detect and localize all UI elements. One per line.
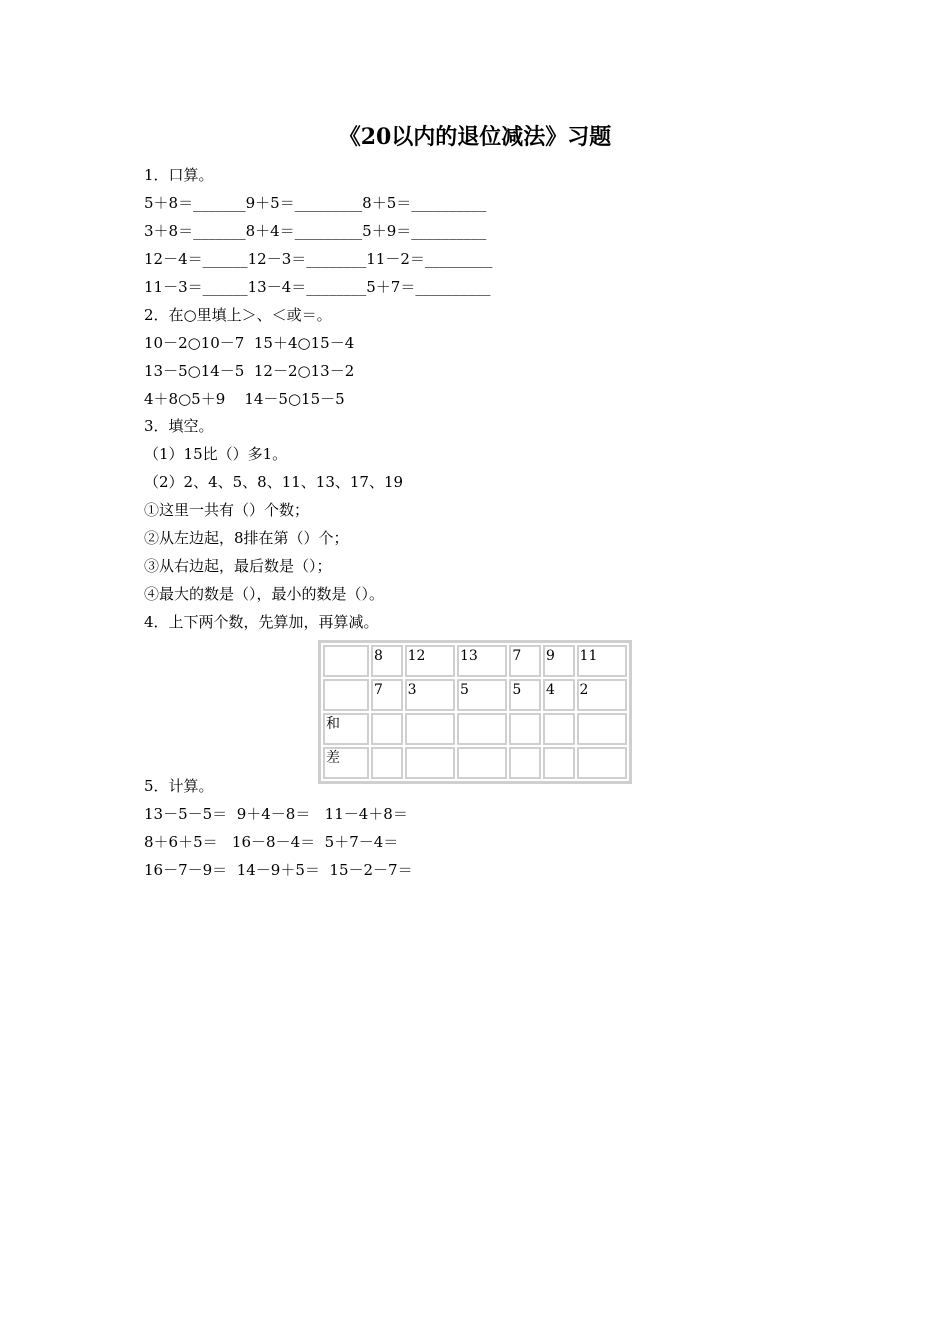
compare-row-2: 13－5○14－5 12－2○13－2 <box>144 362 355 380</box>
mental-math-row-3: 12－4＝______12－3＝________11－2＝_________ <box>144 250 493 268</box>
fill-blank-2-c: ③从右边起，最后数是（）； <box>144 557 332 575</box>
table-cell: 12 <box>405 645 455 677</box>
table-cell: 8 <box>371 645 403 677</box>
table-cell: 3 <box>405 679 455 711</box>
table-row <box>323 679 627 711</box>
table-cell[interactable] <box>509 713 541 745</box>
table-cell: 差 <box>323 747 369 779</box>
fill-blank-1: （1）15比（）多1。 <box>144 445 288 463</box>
table-cell[interactable] <box>457 747 507 779</box>
add-subtract-table <box>318 640 632 784</box>
section-4-heading: 4．上下两个数，先算加，再算减。 <box>144 613 379 631</box>
table-row <box>323 645 627 677</box>
calc-row-2: 8＋6＋5＝ 16－8－4＝ 5＋7－4＝ <box>144 833 399 851</box>
table-cell[interactable] <box>405 747 455 779</box>
mental-math-row-1: 5＋8＝_______9＋5＝_________8＋5＝__________ <box>144 194 487 212</box>
table-cell[interactable] <box>405 713 455 745</box>
table-cell: 5 <box>509 679 541 711</box>
table-row <box>323 713 627 745</box>
table-cell: 7 <box>371 679 403 711</box>
table-cell: 5 <box>457 679 507 711</box>
section-1-heading: 1．口算。 <box>144 166 214 184</box>
fill-blank-2-b: ②从左边起，8排在第（）个； <box>144 529 349 547</box>
table-cell: 7 <box>509 645 541 677</box>
mental-math-row-4: 11－3＝______13－4＝________5＋7＝__________ <box>144 278 491 296</box>
section-2-heading: 2．在○里填上＞、＜或＝。 <box>144 306 332 324</box>
calc-row-1: 13－5－5＝ 9＋4－8＝ 11－4＋8＝ <box>144 805 408 823</box>
compare-row-3: 4＋8○5＋9 14－5○15－5 <box>144 390 345 408</box>
table-cell[interactable] <box>543 747 575 779</box>
table-cell: 和 <box>323 713 369 745</box>
page-title: 《20以内的退位减法》习题 <box>338 124 612 150</box>
table-cell: 4 <box>543 679 575 711</box>
table-cell[interactable] <box>371 747 403 779</box>
fill-blank-2-a: ①这里一共有（）个数； <box>144 501 310 519</box>
fill-blank-2: （2）2、4、5、8、11、13、17、19 <box>144 473 404 491</box>
section-3-heading: 3．填空。 <box>144 417 214 435</box>
table-cell: 2 <box>577 679 627 711</box>
fill-blank-2-d: ④最大的数是（），最小的数是（）。 <box>144 585 385 603</box>
table-cell <box>323 679 369 711</box>
table-cell[interactable] <box>457 713 507 745</box>
table-row <box>323 747 627 779</box>
section-5-heading: 5．计算。 <box>144 777 214 795</box>
table-cell[interactable] <box>577 747 627 779</box>
compare-row-1: 10－2○10－7 15＋4○15－4 <box>144 334 355 352</box>
mental-math-row-2: 3＋8＝_______8＋4＝_________5＋9＝__________ <box>144 222 487 240</box>
table-cell: 9 <box>543 645 575 677</box>
table-cell: 11 <box>577 645 627 677</box>
table-cell <box>323 645 369 677</box>
table-cell[interactable] <box>543 713 575 745</box>
calc-row-3: 16－7－9＝ 14－9＋5＝ 15－2－7＝ <box>144 861 413 879</box>
table-cell[interactable] <box>371 713 403 745</box>
table-cell[interactable] <box>509 747 541 779</box>
table-cell[interactable] <box>577 713 627 745</box>
table-cell: 13 <box>457 645 507 677</box>
